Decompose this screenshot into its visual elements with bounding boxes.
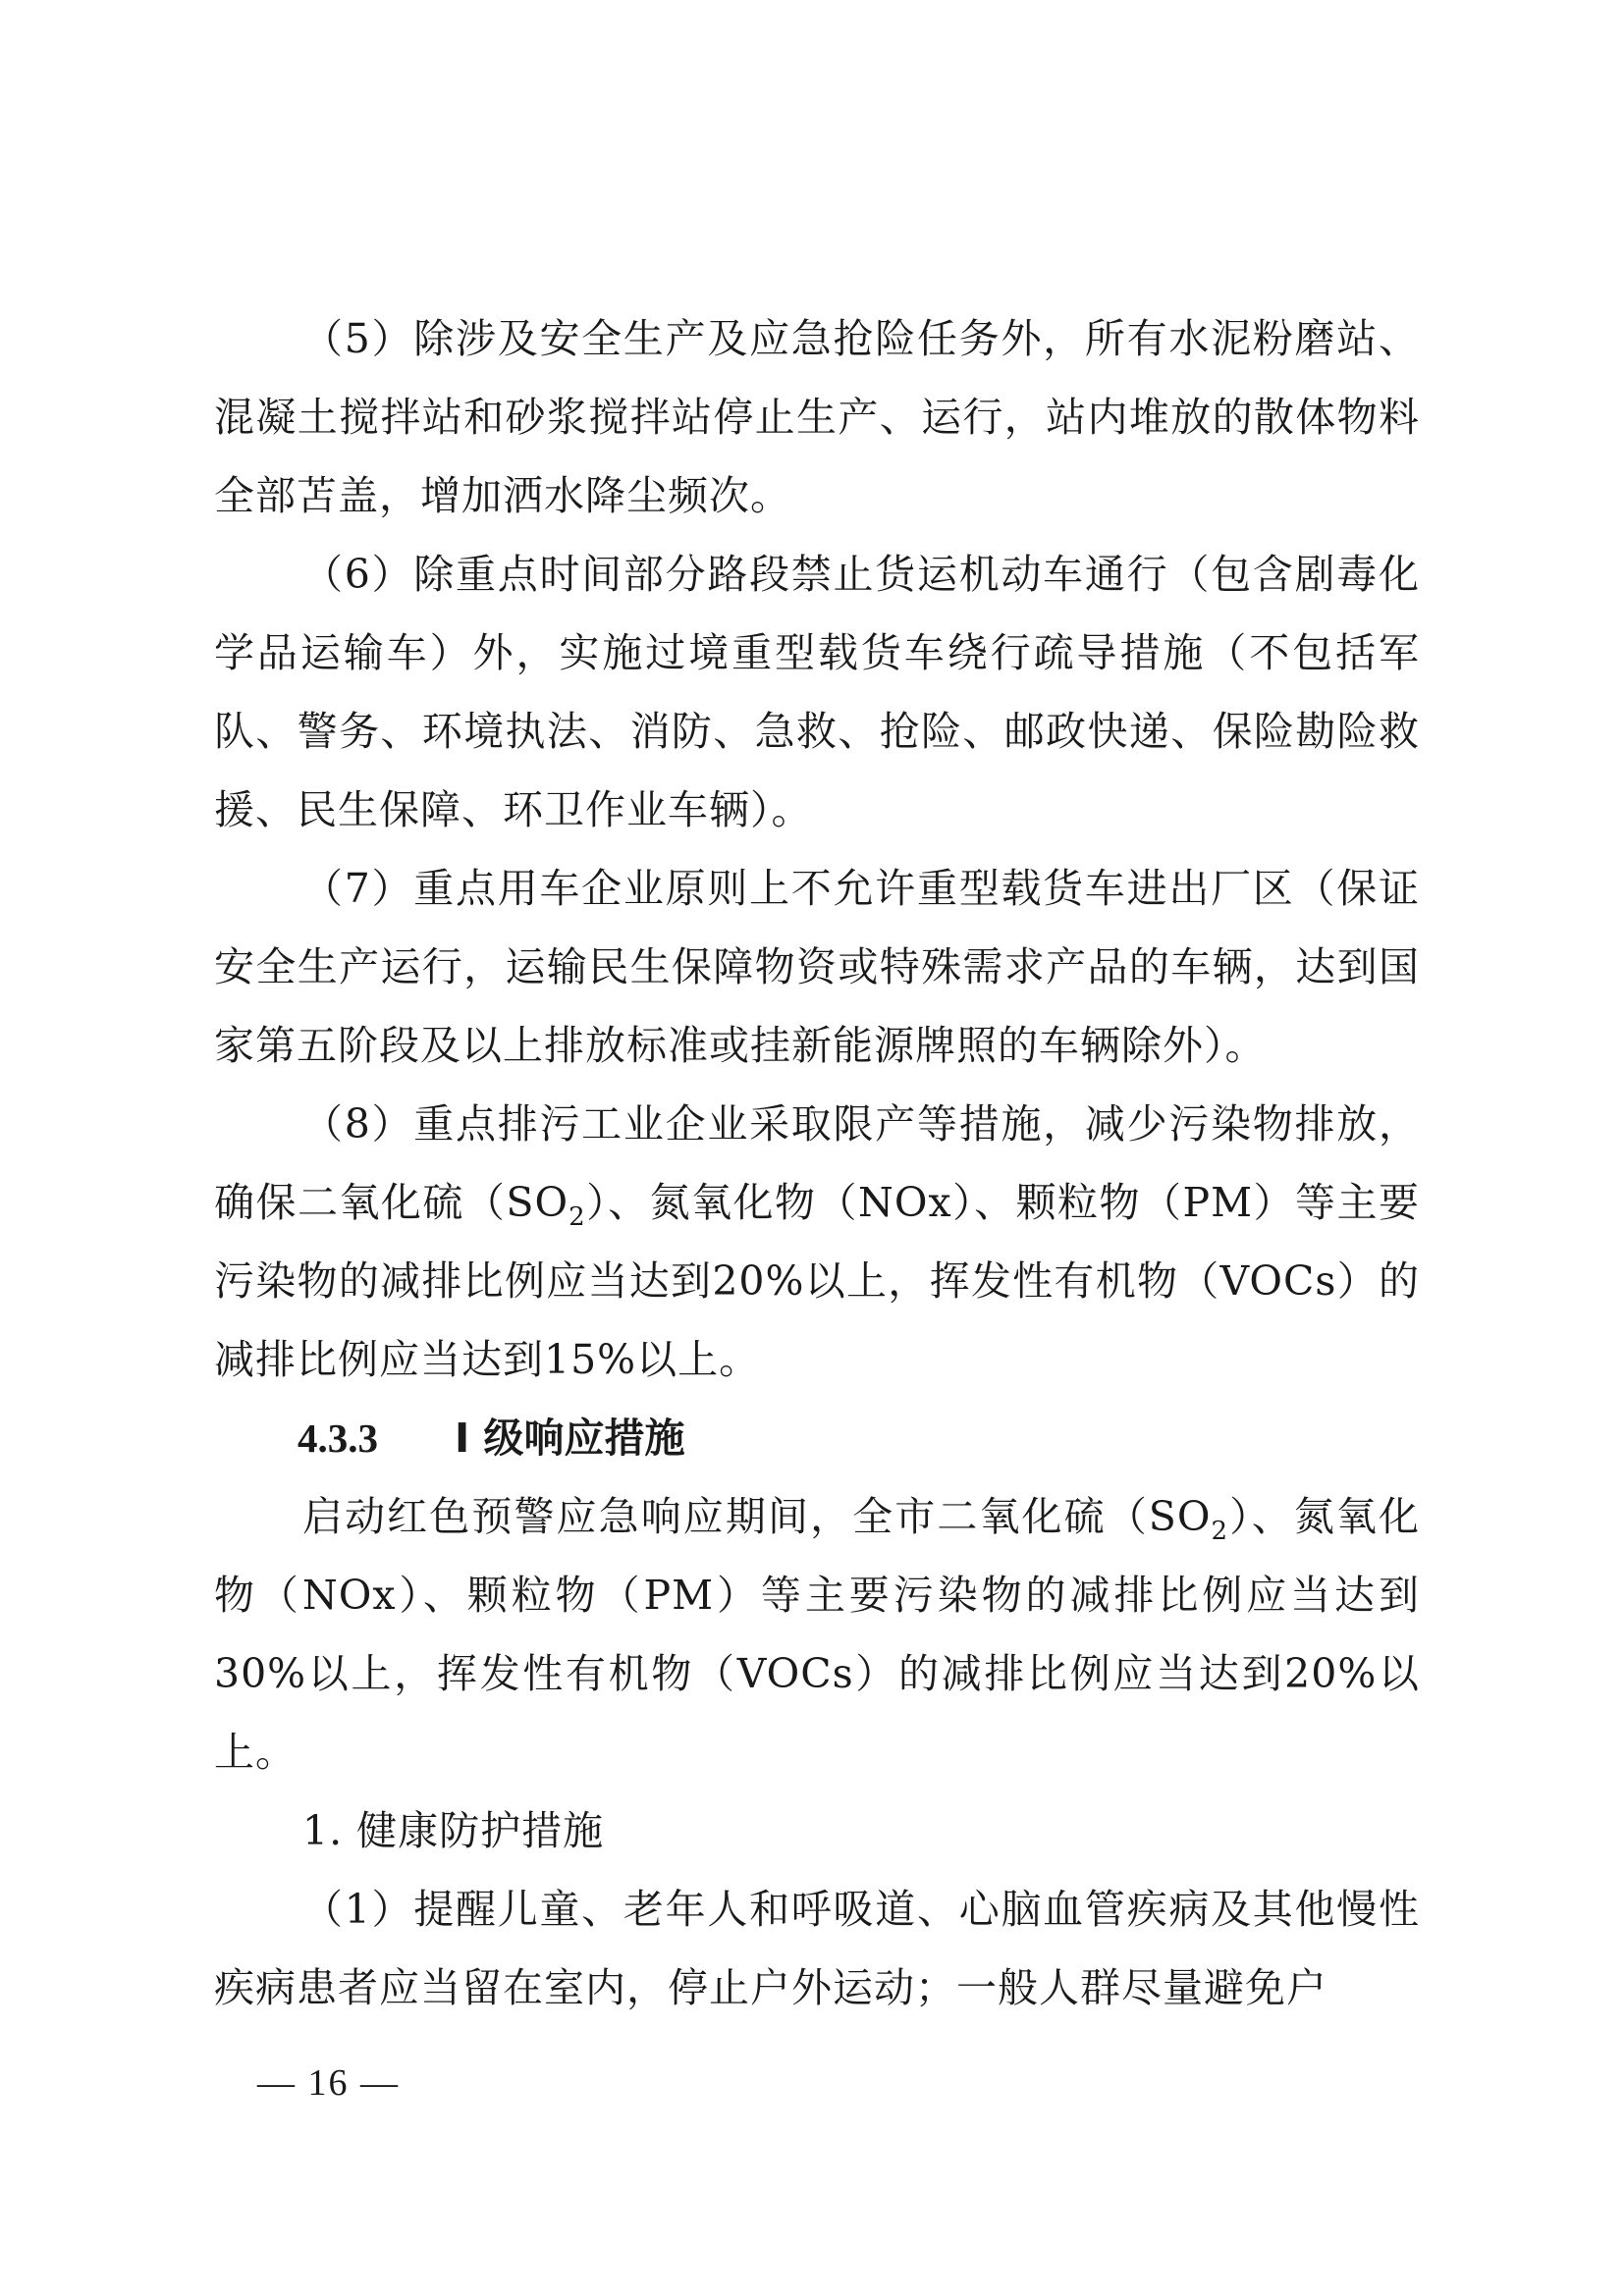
page-number: — 16 — xyxy=(257,2062,400,2104)
so2-subscript-red: 2 xyxy=(1211,1517,1229,1547)
so2-subscript: 2 xyxy=(568,1202,586,1233)
section-number: 4.3.3 xyxy=(298,1415,378,1461)
section-heading xyxy=(214,1399,1420,1477)
paragraph-item-8-part-a: （8）重点排污工业企业采取限产等措施，减少污染物排放，确保二氧化硫（SO xyxy=(214,1100,1420,1226)
section-title: I 级响应措施 xyxy=(455,1415,685,1462)
paragraph-item-6: （6）除重点时间部分路段禁止货运机动车通行（包含剧毒化学品运输车）外，实施过境重型载货车绕行疏导措施（不包括军队、警务、环境执法、消防、急救、抢险、邮政快递、保险勘险救援、民生保障、环卫作业车辆）。 xyxy=(214,551,1420,833)
paragraph-item-8-part-b: ）、氮氧化物（NOx）、颗粒物（PM）等主要污染物的减排比例应当达到20%以上，挥发性有机物（VOCs）的减排比例应当达到15%以上。 xyxy=(214,1179,1420,1383)
paragraph-red-alert-part-a: 启动红色预警应急响应期间，全市二氧化硫（SO xyxy=(302,1493,1212,1540)
paragraph-health-item-1: （1）提醒儿童、老年人和呼吸道、心脑血管疾病及其他慢性疾病患者应当留在室内，停止户外运动；一般人群尽量避免户 xyxy=(214,1886,1420,2011)
paragraph-red-alert xyxy=(214,1477,1420,1791)
subsection-health-heading: 1. 健康防护措施 xyxy=(302,1807,605,1854)
paragraph-item-8 xyxy=(214,1085,1420,1399)
paragraph-item-5: （5）除涉及安全生产及应急抢险任务外，所有水泥粉磨站、混凝土搅拌站和砂浆搅拌站停止生产、运行，站内堆放的散体物料全部苫盖，增加洒水降尘频次。 xyxy=(214,315,1420,519)
document-body xyxy=(214,299,1420,2027)
paragraph-red-alert-part-b: ）、氮氧化物（NOx）、颗粒物（PM）等主要污染物的减排比例应当达到30%以上，挥发性有机物（VOCs）的减排比例应当达到20%以上。 xyxy=(214,1493,1420,1776)
paragraph-item-7: （7）重点用车企业原则上不允许重型载货车进出厂区（保证安全生产运行，运输民生保障物资或特殊需求产品的车辆，达到国家第五阶段及以上排放标准或挂新能源牌照的车辆除外）。 xyxy=(214,865,1420,1069)
